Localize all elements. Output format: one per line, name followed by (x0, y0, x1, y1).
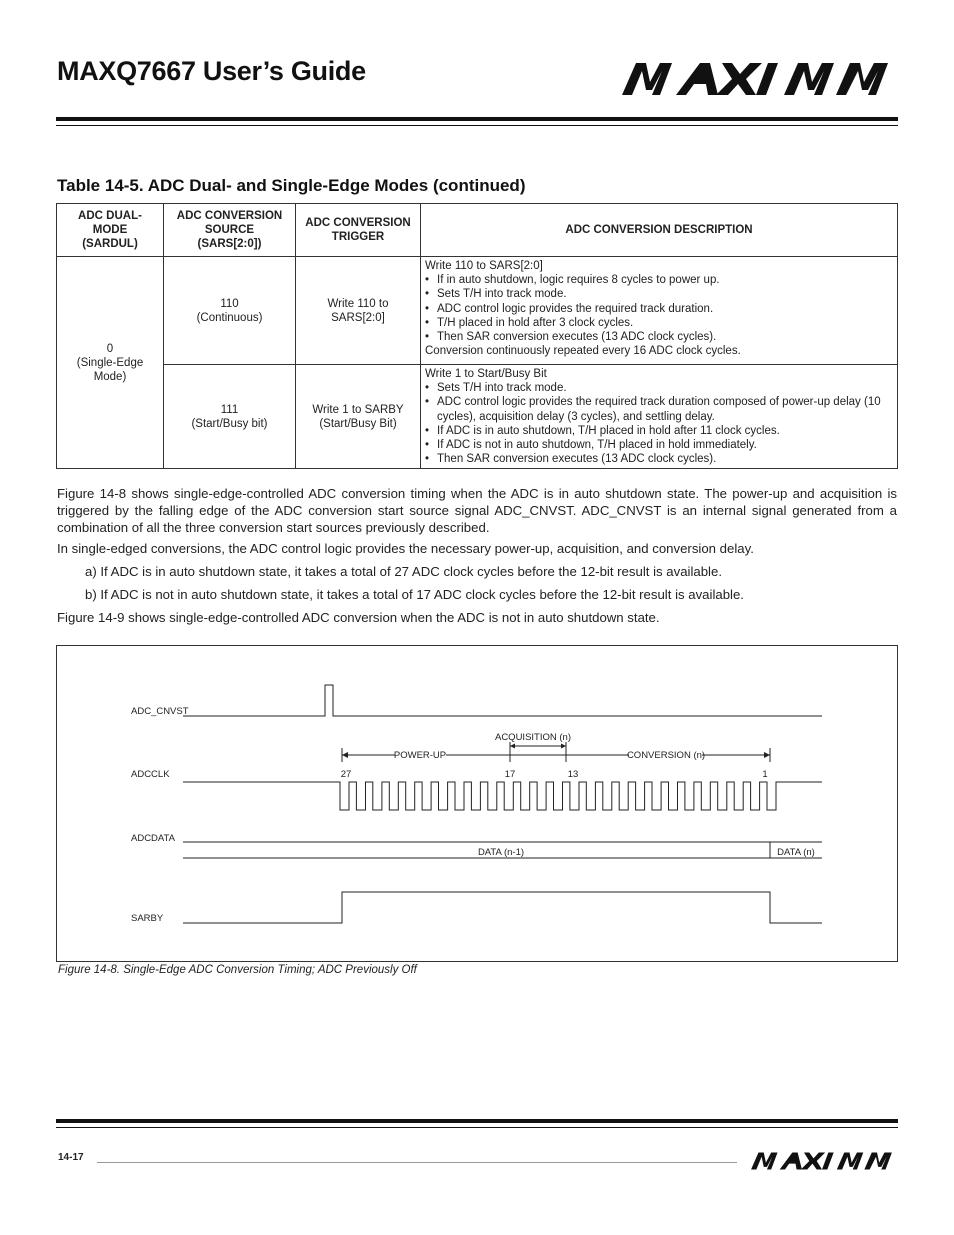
table-row (57, 257, 898, 365)
label-acquisition: ACQUISITION (n) (494, 732, 572, 743)
description-cell (421, 257, 898, 365)
label-conversion: CONVERSION (n) (626, 750, 706, 761)
list-item-a: a) If ADC is in auto shutdown state, it takes a total of 27 ADC clock cycles before the 12-bit result is available. (85, 564, 722, 579)
label-sarby: SARBY (131, 913, 164, 924)
label-data-new: DATA (n) (777, 847, 815, 858)
list-item-b: b) If ADC is not in auto shutdown state, it takes a total of 17 ADC clock cycles before the 12-bit result is available. (85, 587, 744, 602)
description-intro: Write 110 to SARS[2:0] (425, 260, 543, 272)
paragraph-figure-14-9: Figure 14-9 shows single-edge-controlled ADC conversion when the ADC is not in auto shutdown state. (57, 610, 660, 625)
arrow-left (342, 752, 348, 758)
timing-diagram-box (56, 645, 898, 962)
bullet-item: • Then SAR conversion executes (13 ADC clock cycles). (425, 452, 893, 466)
bullet-item: • Sets T/H into track mode. (425, 287, 893, 301)
footer-rule-thin (56, 1127, 898, 1128)
footer-rule-thick (56, 1119, 898, 1123)
arrow-acq-right (561, 744, 566, 749)
table-header-row (57, 204, 898, 257)
tick-label-1: 1 (762, 769, 768, 780)
sarby-waveform (183, 892, 822, 923)
tick-label-13: 13 (567, 769, 579, 780)
table-title: Table 14-5. ADC Dual- and Single-Edge Modes (continued) (57, 176, 526, 195)
label-power-up: POWER-UP (393, 750, 447, 761)
trigger-cell: Write 110 to SARS[2:0] (296, 257, 421, 365)
adc-modes-table (56, 203, 898, 469)
tick-label-27: 27 (340, 769, 352, 780)
document-title: MAXQ7667 User’s Guide (57, 56, 366, 86)
tick-label-17: 17 (504, 769, 516, 780)
bullet-item: • T/H placed in hold after 3 clock cycles. (425, 316, 893, 330)
bullet-item: • ADC control logic provides the required track duration. (425, 302, 893, 316)
figure-caption: Figure 14-8. Single-Edge ADC Conversion Timing; ADC Previously Off (58, 964, 417, 976)
timing-diagram (57, 646, 897, 961)
bullet-item: • If ADC is not in auto shutdown, T/H placed in hold immediately. (425, 438, 893, 452)
bullet-item: • If in auto shutdown, logic requires 8 cycles to power up. (425, 273, 893, 287)
label-data-prev: DATA (n-1) (477, 847, 525, 858)
paragraph-single-edged: In single-edged conversions, the ADC control logic provides the necessary power-up, acquisition, and conversion delay. (57, 541, 754, 556)
footer-maxim-logo (750, 1152, 894, 1170)
paragraph-figure-14-8: Figure 14-8 shows single-edge-controlled ADC conversion timing when the ADC is in auto shutdown state. The power-up and acquisition is triggered by the falling edge of the ADC conversion start source signal ADC_CNVST. ADC_CNVST is an internal signal generated from a combination of all the three conversion start sources previously described. (57, 486, 897, 535)
source-cell: 110 (Continuous) (164, 257, 296, 365)
bullet-item: • If ADC is in auto shutdown, T/H placed in hold after 11 clock cycles. (425, 424, 893, 438)
source-cell: 111 (Start/Busy bit) (164, 365, 296, 469)
description-intro: Write 1 to Start/Busy Bit (425, 368, 547, 380)
arrow-right (764, 752, 770, 758)
label-adc-cnvst: ADC_CNVST (131, 706, 189, 717)
description-outro: Conversion continuously repeated every 16 ADC clock cycles. (425, 345, 741, 358)
bullet-item: • Then SAR conversion executes (13 ADC clock cycles). (425, 330, 893, 344)
bullet-item: • Sets T/H into track mode. (425, 381, 893, 395)
header-source: ADC CONVERSION SOURCE (SARS[2:0]) (164, 204, 296, 257)
bullet-item: • ADC control logic provides the required track duration composed of power-up delay (10 cycles), acquisition delay (3 cycles), and settling delay. (425, 395, 893, 423)
adc-cnvst-waveform (183, 685, 822, 716)
trigger-cell: Write 1 to SARBY (Start/Busy Bit) (296, 365, 421, 469)
description-bullets (425, 381, 893, 466)
label-adcdata: ADCDATA (131, 833, 175, 844)
mode-cell: 0 (Single-Edge Mode) (57, 257, 164, 469)
maxim-logo (622, 62, 890, 96)
footer-dotted-line (97, 1162, 737, 1163)
table-row (57, 365, 898, 469)
description-cell (421, 365, 898, 469)
adcclk-waveform (183, 782, 822, 810)
page-number: 14-17 (58, 1152, 84, 1163)
description-bullets (425, 273, 893, 344)
header-rule-thick (56, 117, 898, 121)
header-sardul: ADC DUAL- MODE (SARDUL) (57, 204, 164, 257)
header-description: ADC CONVERSION DESCRIPTION (421, 204, 898, 257)
header-rule-thin (56, 125, 898, 126)
header-trigger: ADC CONVERSION TRIGGER (296, 204, 421, 257)
arrow-acq-left (510, 744, 515, 749)
label-adcclk: ADCCLK (131, 769, 170, 780)
